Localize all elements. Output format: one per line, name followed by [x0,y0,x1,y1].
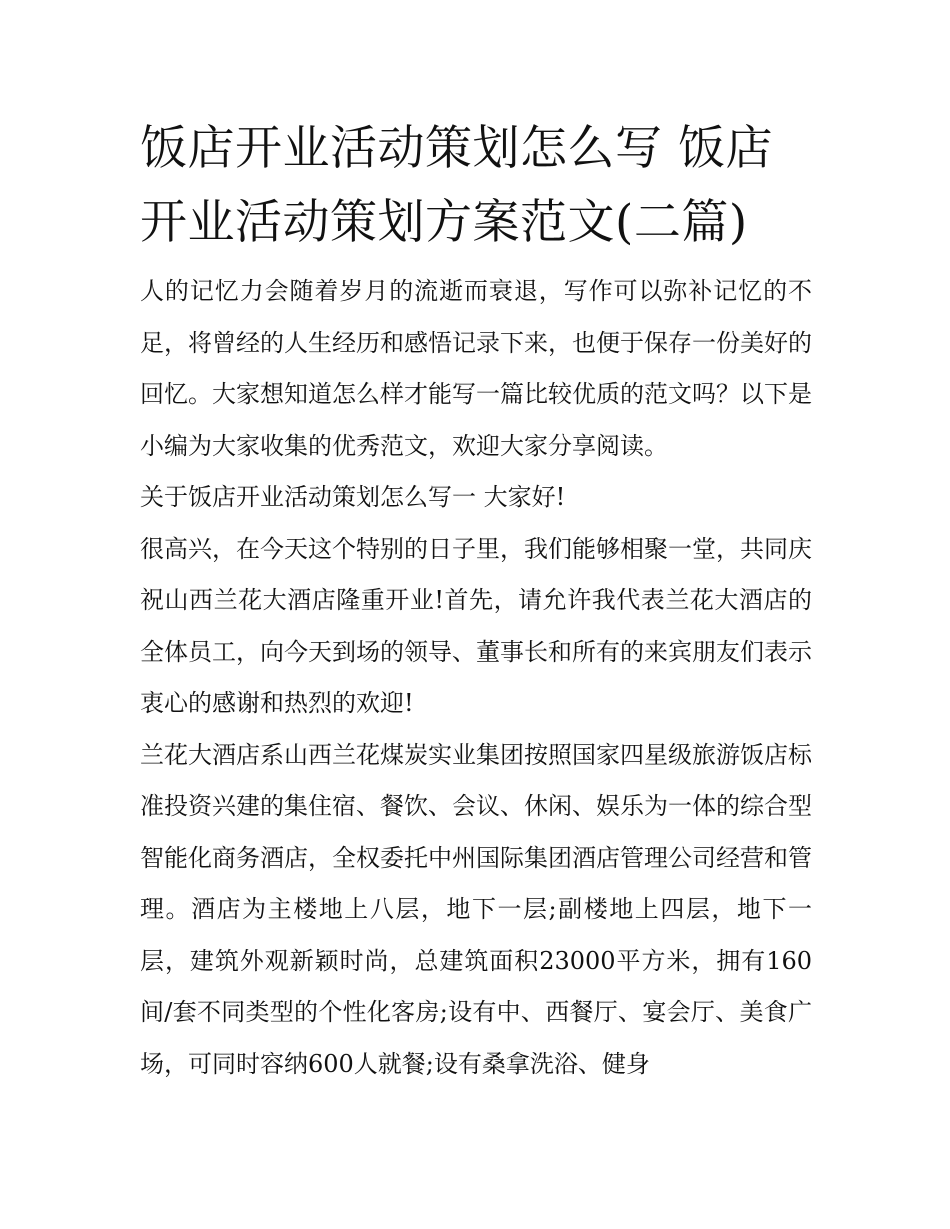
section-heading-paragraph: 关于饭店开业活动策划怎么写一 大家好! [140,483,566,511]
greeting-paragraph: 很高兴，在今天这个特别的日子里，我们能够相聚一堂，共同庆祝山西兰花大酒店隆重开业!首先，请允许我代表兰花大酒店的全体员工，向今天到场的领导、董事长和所有的来宾朋友们表示衷心的感谢和热烈的欢迎! [140,534,812,717]
hotel-description-paragraph: 兰花大酒店系山西兰花煤炭实业集团按照国家四星级旅游饭店标准投资兴建的集住宿、餐饮、会议、休闲、娱乐为一体的综合型智能化商务酒店，全权委托中州国际集团酒店管理公司经营和管理。酒店为主楼地上八层，地下一层;副楼地上四层，地下一层，建筑外观新颖时尚，总建筑面积23000平方米，拥有160间/套不同类型的个性化客房;设有中、西餐厅、宴会厅、美食广场，可同时容纳600人就餐;设有桑拿洗浴、健身 [140,740,812,1078]
document-title: 饭店开业活动策划怎么写 饭店开业活动策划方案范文(二篇) [140,121,773,250]
document-page [140,112,812,1090]
intro-paragraph: 人的记忆力会随着岁月的流逝而衰退，写作可以弥补记忆的不足，将曾经的人生经历和感悟记录下来，也便于保存一份美好的回忆。大家想知道怎么样才能写一篇比较优质的范文吗？以下是小编为大家收集的优秀范文，欢迎大家分享阅读。 [140,277,812,460]
